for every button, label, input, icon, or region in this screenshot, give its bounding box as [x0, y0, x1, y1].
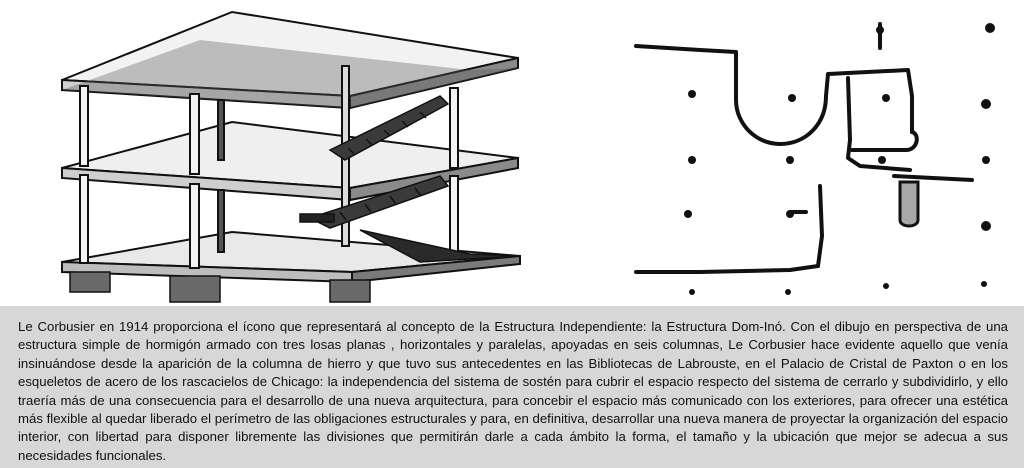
floor-plan-sketch: [600, 0, 1024, 306]
dom-ino-perspective-drawing: [0, 0, 560, 306]
plan-column-dots: [684, 23, 995, 295]
plan-walls: [636, 24, 972, 272]
caption-panel: [0, 306, 1024, 468]
plan-rounded-pier: [900, 182, 918, 226]
caption-paragraph: Le Corbusier en 1914 proporciona el ícono que representará al concepto de la Estructura Independiente: la Estructura Dom-Inó. Con el dibujo en perspectiva de una estructura simple de hormigón armado con tres losas planas , horizontales y paralelas, apoyadas en seis columnas, Le Corbusier hace evidente aquello que venía insinuándose desde la aparición de la columna de hierro y que tuvo sus antecedentes en las Bibliotecas de Labrouste, en el Palacio de Cristal de Paxton o en los esqueletos de acero de los rascacielos de Chicago: la independencia del sistema de sostén para cubrir el espacio respecto del sistema de cerrarlo y subdividirlo, y ello traería más de una consecuencia para el desarrollo de una nueva arquitectura, para concebir el espacio más comunicado con los exteriores, para ofrecer una estética más flexible al quedar liberado el perímetro de las obligaciones estructurales y para, en definitiva, desarrollar una nueva manera de proyectar la organización del espacio interior, con libertad para disponer libremente las divisiones que permitirán darle a cada ámbito la forma, el tamaño y la ubicación que mejor se adecua a sus necesidades funcionales.: [18, 319, 1008, 463]
